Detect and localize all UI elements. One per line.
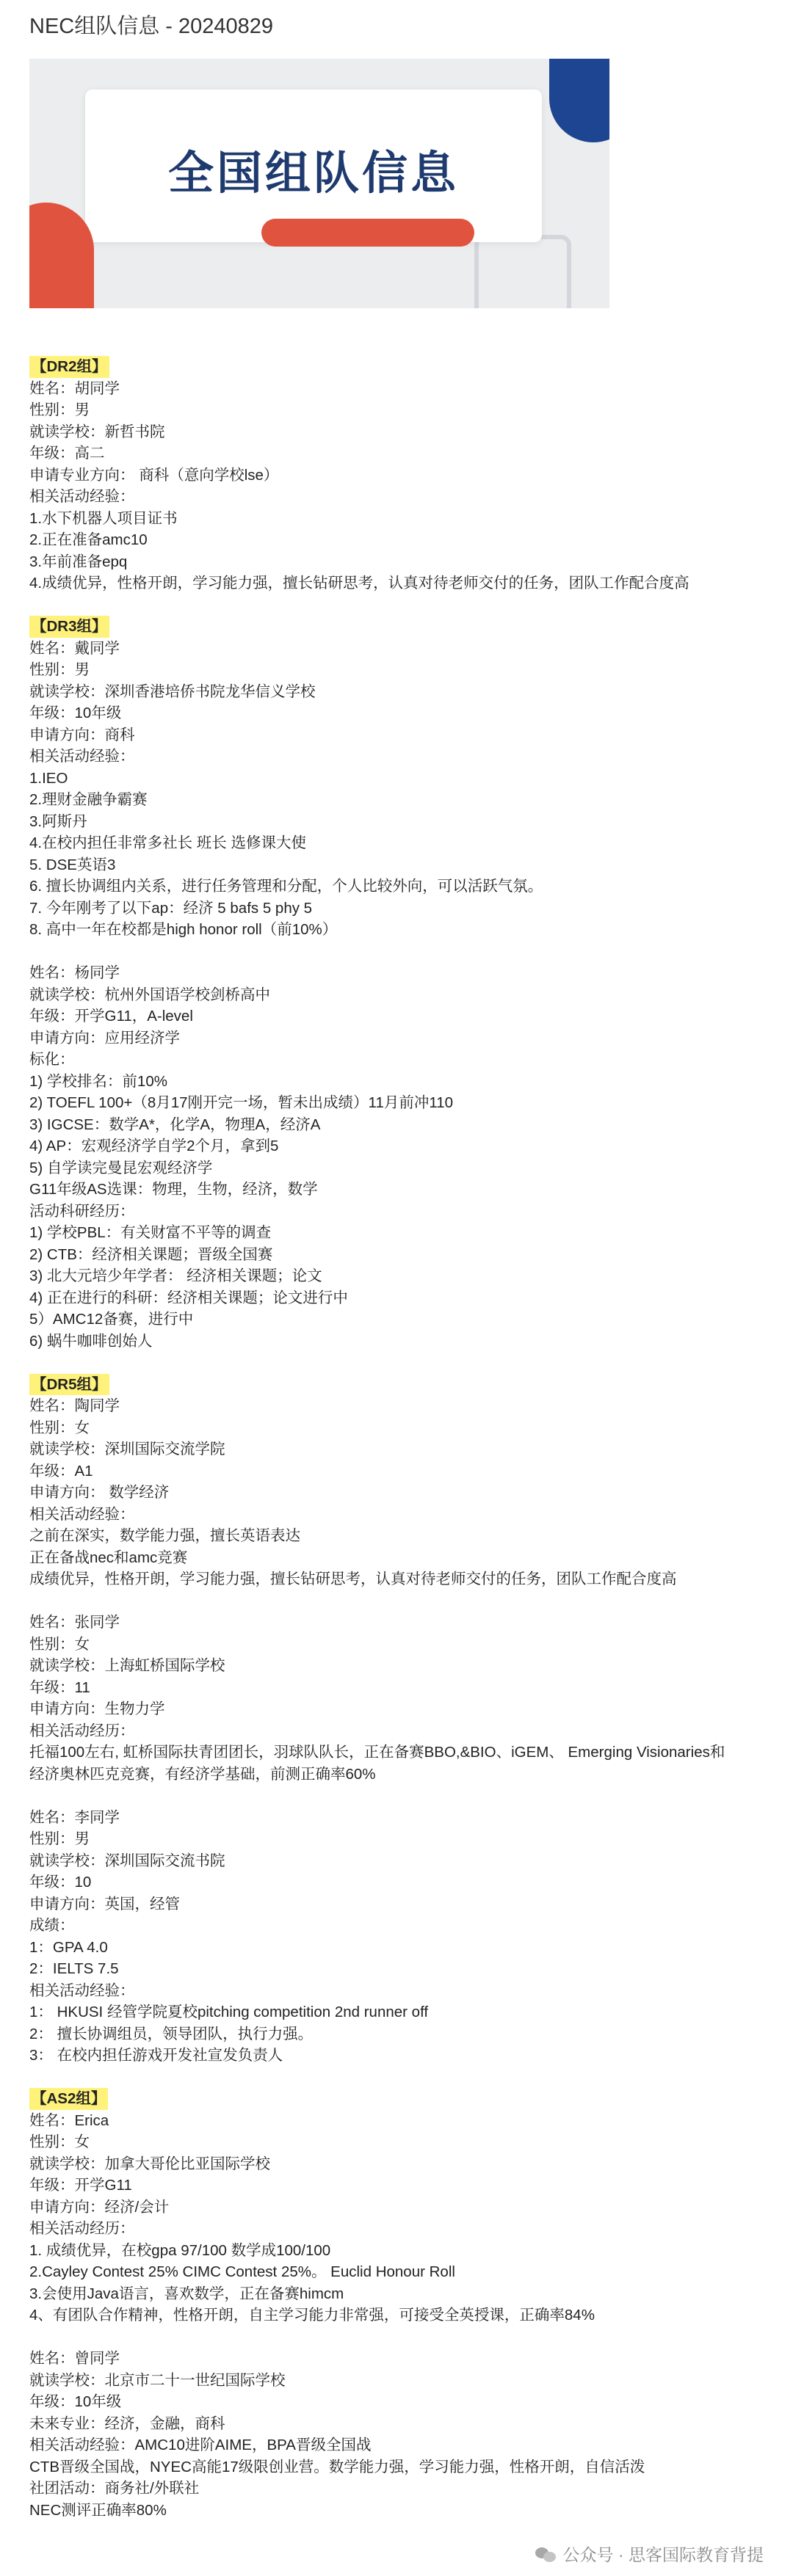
blank-line	[29, 1352, 764, 1374]
text-line: 7. 今年刚考了以下ap：经济 5 bafs 5 phy 5	[29, 899, 313, 917]
text-line: 相关活动经验：	[29, 748, 135, 765]
text-line: 1. 成绩优异，在校gpa 97/100 数学成100/100	[29, 2241, 331, 2259]
text-line: 成绩：	[29, 1917, 75, 1934]
text-line: 相关活动经验：	[29, 1505, 135, 1523]
text-line: 申请方向：生物力学	[29, 1700, 165, 1717]
text-line: 申请方向：应用经济学	[29, 1029, 180, 1047]
text-line: 相关活动经验：AMC10进阶AIME，BPA晋级全国战	[29, 2437, 372, 2453]
text-line: 申请方向：英国，经管	[29, 1895, 180, 1913]
text-line: 标化：	[29, 1051, 75, 1068]
text-line: G11年级AS选课：物理，生物，经济，数学	[29, 1181, 318, 1198]
banner-red-bar	[261, 219, 474, 247]
blank-line	[29, 594, 764, 616]
banner-image	[29, 59, 609, 308]
text-line: CTB晋级全国战，NYEC高能17级限创业营。数学能力强，学习能力强，性格开朗，自信活泼	[29, 2458, 645, 2475]
footer-watermark	[535, 2542, 764, 2566]
text-line: 2： 擅长协调组员，领导团队，执行力强。	[29, 2025, 314, 2042]
text-line: 3.阿斯丹	[29, 812, 87, 830]
text-line: 1.IEO	[29, 769, 68, 787]
text-line: 年级：开学G11，A-level	[29, 1008, 193, 1025]
text-line: 托福100左右, 虹桥国际扶青团团长，羽球队队长，正在备赛BBO,&BIO、iGEM、 Emerging Visionaries和	[29, 1744, 725, 1761]
text-line: 1： HKUSI 经管学院夏校pitching competition 2nd runner off	[29, 2004, 429, 2020]
text-line: 申请专业方向： 商科（意向学校lse）	[29, 466, 279, 484]
group-heading	[29, 2088, 764, 2110]
team-info-content	[29, 356, 764, 2521]
text-line: 就读学校：新哲书院	[29, 423, 165, 440]
text-line: 年级：A1	[29, 1462, 93, 1480]
text-line: 3.会使用Java语言，喜欢数学，正在备赛himcm	[29, 2285, 344, 2302]
text-line: 年级：10	[29, 1874, 92, 1891]
group-heading	[29, 356, 764, 378]
text-line: 5）AMC12备赛，进行中	[29, 1311, 194, 1328]
blank-line	[29, 1590, 764, 1612]
text-line: 申请方向： 数学经济	[29, 1484, 170, 1501]
wechat-icon	[535, 2545, 557, 2563]
text-line: 年级：10年级	[29, 2393, 122, 2410]
text-line: 就读学校：北京市二十一世纪国际学校	[29, 2371, 286, 2389]
banner-blue-shape	[549, 59, 609, 142]
text-line: 1) 学校排名：前10%	[29, 1072, 167, 1090]
text-line: 1.水下机器人项目证书	[29, 509, 178, 527]
text-line: 未来专业：经济，金融，商科	[29, 2415, 225, 2432]
text-line: 就读学校：深圳香港培侨书院龙华信义学校	[29, 683, 316, 700]
banner-gray-shape	[474, 235, 571, 308]
group-heading	[29, 1374, 764, 1396]
text-line: 3： 在校内担任游戏开发社宣发负责人	[29, 2047, 283, 2064]
banner-card	[85, 90, 542, 242]
text-line: 5) 自学读完曼昆宏观经济学	[29, 1159, 213, 1176]
text-line: 相关活动经历：	[29, 1722, 135, 1739]
text-line: 性别：男	[29, 661, 90, 678]
text-line: 2.正在准备amc10	[29, 531, 148, 548]
text-line: 年级：11	[29, 1678, 90, 1696]
text-line: 2：IELTS 7.5	[29, 1960, 119, 1977]
text-line: 姓名：曾同学	[29, 2350, 120, 2367]
text-line: 相关活动经验：	[29, 488, 135, 505]
text-line: 社团活动：商务社/外联社	[29, 2480, 200, 2497]
blank-line	[29, 941, 764, 963]
text-line: 就读学校：加拿大哥伦比亚国际学校	[29, 2155, 270, 2172]
text-line: 4.成绩优异，性格开朗，学习能力强，擅长钻研思考，认真对待老师交付的任务，团队工作配合度高	[29, 575, 689, 592]
document-title: NEC组队信息 - 20240829	[29, 15, 274, 38]
text-line: 经济奥林匹克竞赛，有经济学基础，前测正确率60%	[29, 1765, 376, 1783]
text-line: 3) 北大元培少年学者： 经济相关课题；论文	[29, 1267, 322, 1284]
text-line: 2.Cayley Contest 25% CIMC Contest 25%。 Euclid Honour Roll	[29, 2263, 455, 2280]
blank-line	[29, 2326, 764, 2348]
group-label: 【DR5组】	[29, 1374, 109, 1396]
banner-title: 全国组队信息	[167, 146, 459, 200]
text-line: 性别：男	[29, 401, 90, 418]
text-line: 正在备战nec和amc竞赛	[29, 1549, 188, 1566]
text-line: 6. 擅长协调组内关系，进行任务管理和分配，个人比较外向，可以活跃气氛。	[29, 878, 543, 895]
group-label: 【AS2组】	[29, 2088, 108, 2110]
text-line: 姓名：戴同学	[29, 639, 120, 657]
text-line: 4) 正在进行的科研：经济相关课题；论文进行中	[29, 1289, 348, 1306]
text-line: 性别：男	[29, 1830, 90, 1847]
text-line: 就读学校：深圳国际交流书院	[29, 1852, 225, 1869]
text-line: 4) AP：宏观经济学自学2个月，拿到5	[29, 1138, 279, 1154]
group-heading	[29, 616, 764, 638]
text-line: 姓名：杨同学	[29, 964, 120, 981]
text-line: 2) TOEFL 100+（8月17刚开完一场，暂未出成绩）11月前冲110	[29, 1094, 454, 1111]
text-line: 之前在深实，数学能力强，擅长英语表达	[29, 1527, 300, 1544]
banner-red-shape	[29, 203, 94, 308]
text-line: 姓名：张同学	[29, 1614, 120, 1631]
text-line: 5. DSE英语3	[29, 856, 116, 873]
text-line: 成绩优异，性格开朗，学习能力强，擅长钻研思考，认真对待老师交付的任务，团队工作配合度高	[29, 1571, 677, 1587]
text-line: 就读学校：杭州外国语学校剑桥高中	[29, 986, 270, 1003]
text-line: 1) 学校PBL：有关财富不平等的调查	[29, 1224, 272, 1241]
footer-text: 公众号 · 思客国际教育背提	[562, 2545, 764, 2564]
text-line: 3.年前准备epq	[29, 553, 128, 570]
text-line: 姓名：李同学	[29, 1808, 120, 1826]
text-line: 4、有团队合作精神，性格开朗，自主学习能力非常强，可接受全英授课，正确率84%	[29, 2307, 595, 2324]
blank-line	[29, 2067, 764, 2089]
text-line: 就读学校：深圳国际交流学院	[29, 1441, 225, 1458]
text-line: 4.在校内担任非常多社长 班长 选修课大使	[29, 834, 306, 851]
text-line: 性别：女	[29, 2133, 90, 2150]
text-line: 8. 高中一年在校都是high honor roll（前10%）	[29, 921, 338, 938]
text-line: 年级：高二	[29, 445, 105, 462]
text-line: 性别：女	[29, 1419, 90, 1436]
text-line: 年级：10年级	[29, 705, 122, 721]
text-line: 相关活动经历：	[29, 2220, 135, 2237]
text-line: 就读学校：上海虹桥国际学校	[29, 1657, 225, 1674]
text-line: 相关活动经验：	[29, 1982, 135, 1999]
text-line: 6) 蜗牛咖啡创始人	[29, 1332, 153, 1350]
blank-line	[29, 1785, 764, 1807]
text-line: 姓名：陶同学	[29, 1397, 120, 1414]
text-line: 活动科研经历：	[29, 1202, 135, 1220]
text-line: 申请方向：经济/会计	[29, 2198, 170, 2216]
text-line: 1：GPA 4.0	[29, 1938, 108, 1956]
text-line: NEC测评正确率80%	[29, 2501, 167, 2519]
text-line: 2) CTB：经济相关课题；晋级全国赛	[29, 1245, 273, 1263]
text-line: 姓名：胡同学	[29, 379, 120, 397]
text-line: 性别：女	[29, 1635, 90, 1653]
group-label: 【DR2组】	[29, 356, 109, 378]
group-label: 【DR3组】	[29, 616, 109, 638]
text-line: 申请方向：商科	[29, 726, 135, 743]
text-line: 姓名：Erica	[29, 2111, 109, 2129]
text-line: 3) IGCSE：数学A*，化学A，物理A，经济A	[29, 1116, 321, 1133]
text-line: 年级：开学G11	[29, 2177, 132, 2194]
text-line: 2.理财金融争霸赛	[29, 791, 148, 808]
